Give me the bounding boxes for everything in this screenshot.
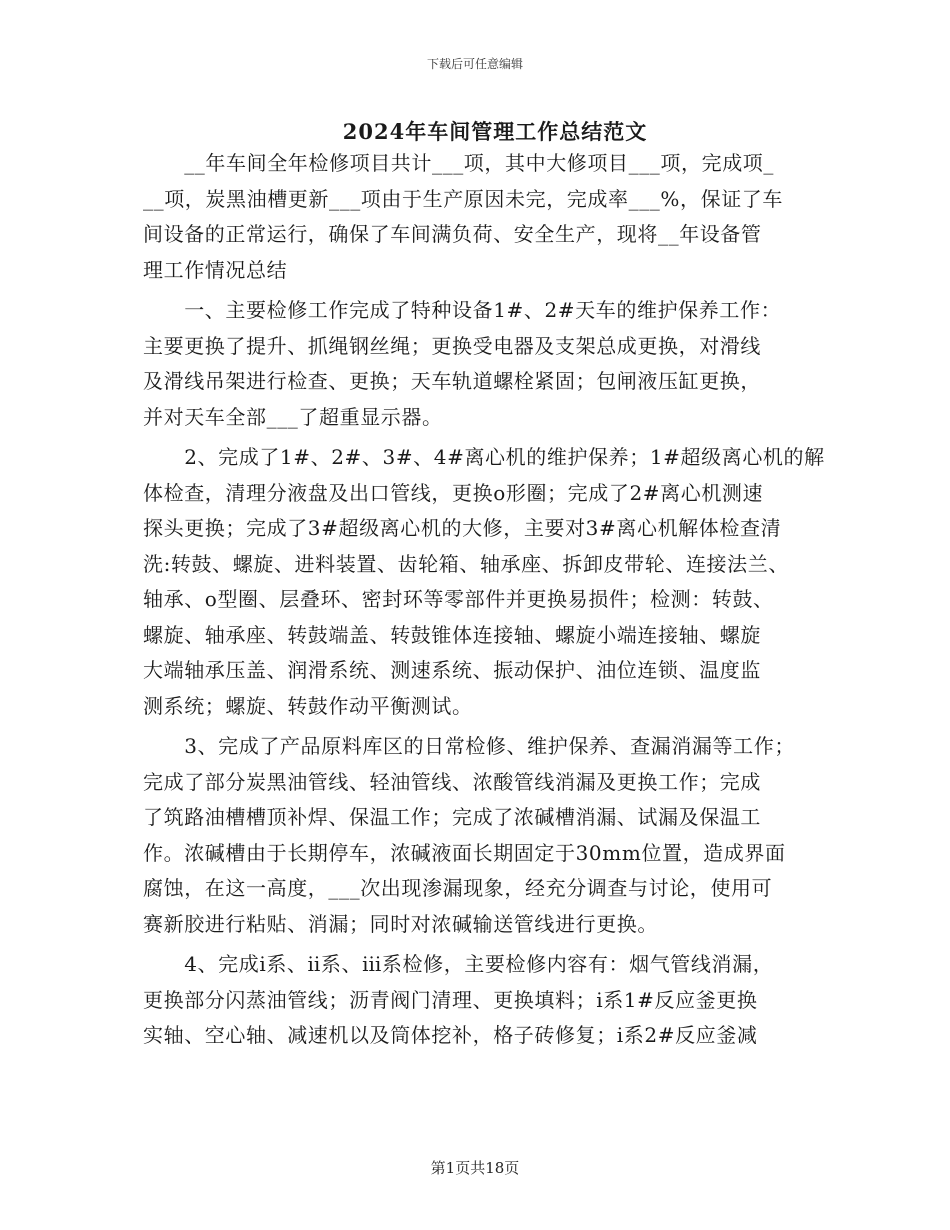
text-line: 大端轴承压盖、润滑系统、测速系统、振动保护、油位连锁、温度监 [143,658,761,682]
paragraph-section-4 [143,947,823,1054]
document-body [143,146,823,1054]
text-line: 3、完成了产品原料库区的日常检修、维护保养、查漏消漏等工作； [143,734,795,758]
text-line: 体检查，清理分液盘及出口管线，更换o形圈；完成了2#离心机测速 [143,480,764,505]
text-line: __年车间全年检修项目共计___项，其中大修项目___项，完成项_ [143,151,774,175]
text-line: 理工作情况总结 [143,257,288,282]
text-line: 了筑路油槽槽顶补焊、保温工作；完成了浓碱槽消漏、试漏及保温工 [143,805,761,829]
text-line: 并对天车全部___了超重显示器。 [143,404,443,429]
paragraph-section-1 [143,293,823,435]
text-line: 螺旋、轴承座、转鼓端盖、转鼓锥体连接轴、螺旋小端连接轴、螺旋 [143,622,761,647]
text-line: 轴承、o型圈、层叠环、密封环等零部件并更换易损件；检测：转鼓、 [143,587,774,611]
text-line: 作。浓碱槽由于长期停车，浓碱液面长期固定于30mm位置，造成界面 [143,840,786,865]
text-line: 实轴、空心轴、减速机以及筒体挖补，格子砖修复；ⅰ系2#反应釜减 [143,1023,758,1047]
text-line: 间设备的正常运行，确保了车间满负荷、安全生产，现将__年设备管 [143,222,762,246]
text-line: 主要更换了提升、抓绳钢丝绳；更换受电器及支架总成更换，对滑线 [143,333,761,358]
document-title: 2024年车间管理工作总结范文 [342,119,648,144]
text-line: __项，炭黑油槽更新___项由于生产原因未完，完成率___%，保证了车 [143,186,784,211]
text-line: 赛新胶进行粘贴、消漏；同时对浓碱输送管线进行更换。 [143,911,658,936]
page-header-note: 下载后可任意编辑 [426,57,523,71]
text-line: 一、主要检修工作完成了特种设备1#、2#天车的维护保养工作： [143,298,782,322]
text-line: 更换部分闪蒸油管线；沥青阀门清理、更换填料；ⅰ系1#反应釜更换 [143,987,758,1012]
text-line: 4、完成ⅰ系、ⅱ系、ⅲ系检修，主要检修内容有：烟气管线消漏， [143,952,774,976]
text-line: 及滑线吊架进行检查、更换；天车轨道螺栓紧固；包闸液压缸更换， [143,369,761,393]
text-line: 完成了部分炭黑油管线、轻油管线、浓酸管线消漏及更换工作；完成 [143,769,761,794]
text-line: 腐蚀，在这一高度，___次出现渗漏现象，经充分调查与讨论，使用可 [143,876,773,900]
text-line: 2、完成了1#、2#、3#、4#离心机的维护保养；1#超级离心机的解 [143,445,825,469]
page-number: 第1页共18页 [430,1159,520,1177]
text-line: 测系统；螺旋、转鼓作动平衡测试。 [143,693,473,718]
paragraph-section-2 [143,440,823,724]
text-line: 探头更换；完成了3#超级离心机的大修，主要对3#离心机解体检查清 [143,516,782,540]
paragraph-summary [143,146,823,288]
paragraph-section-3 [143,729,823,942]
text-line: 洗:转鼓、螺旋、进料装置、齿轮箱、轴承座、拆卸皮带轮、连接法兰、 [143,551,789,576]
